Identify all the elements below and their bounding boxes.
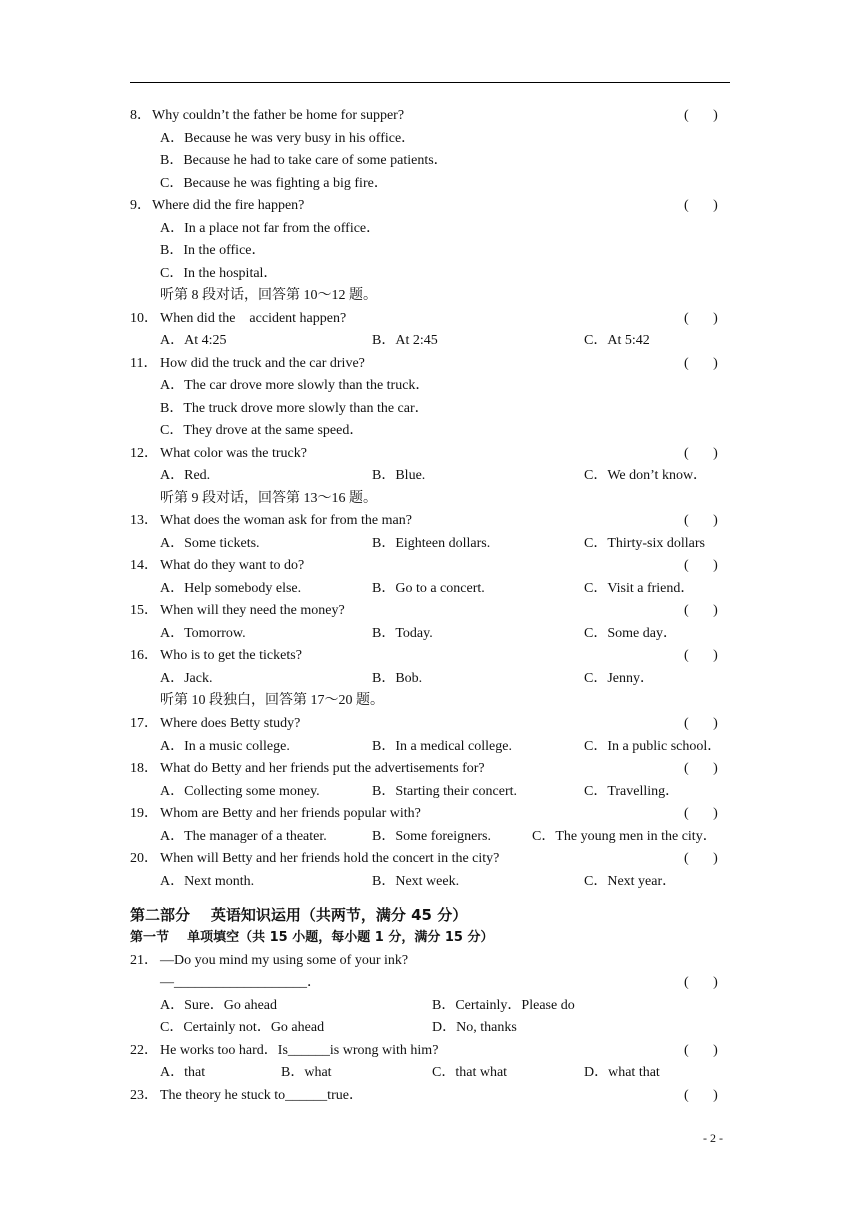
question-12-option-b: B．Blue.: [372, 468, 426, 483]
question-12-option-c: C．We don’t know．: [584, 468, 708, 483]
question-20-stem: When will Betty and her friends hold the concert in the city?: [160, 851, 500, 866]
question-10-stem: When did the accident happen?: [160, 311, 347, 326]
question-11-option-a: A．The car drove more slowly than the truck．: [160, 378, 430, 393]
question-20-answer-bracket: ( ): [684, 851, 718, 866]
question-22-option-a: A．that: [160, 1065, 206, 1080]
question-9-option-b: B．In the office．: [160, 243, 266, 258]
question-18-number: 18．: [130, 761, 158, 776]
question-21-blank: —___________________．: [160, 975, 321, 990]
question-14-option-a: A．Help somebody else.: [160, 581, 302, 596]
question-20-option-b: B．Next week.: [372, 874, 460, 889]
question-16-answer-bracket: ( ): [684, 648, 718, 663]
question-15-option-b: B．Today.: [372, 626, 433, 641]
instruction-dialogue-8: 听第 8 段对话，回答第 10～12 题。: [160, 288, 377, 303]
question-9-option-a: A．In a place not far from the office．: [160, 221, 381, 236]
question-19-number: 19．: [130, 806, 158, 821]
question-22-option-b: B．what: [281, 1065, 332, 1080]
question-18-stem: What do Betty and her friends put the advertisements for?: [160, 761, 485, 776]
question-10-option-b: B．At 2:45: [372, 333, 438, 348]
question-22-option-c: C．that what: [432, 1065, 508, 1080]
question-14-option-b: B．Go to a concert.: [372, 581, 485, 596]
question-19-option-b: B．Some foreigners.: [372, 829, 491, 844]
question-21-option-d: D．No, thanks: [432, 1020, 517, 1035]
question-8-option-b: B．Because he had to take care of some patients．: [160, 153, 448, 168]
question-22-number: 22．: [130, 1043, 158, 1058]
question-20-number: 20．: [130, 851, 158, 866]
question-10-number: 10．: [130, 311, 158, 326]
question-22-stem: He works too hard．Is______is wrong with him?: [160, 1043, 439, 1058]
question-18-answer-bracket: ( ): [684, 761, 718, 776]
question-17-number: 17．: [130, 716, 158, 731]
question-16-option-a: A．Jack.: [160, 671, 213, 686]
question-14-answer-bracket: ( ): [684, 558, 718, 573]
section-one-heading: 第一节 单项填空（共 15 小题，每小题 1 分，满分 15 分）: [130, 930, 494, 945]
question-13-option-a: A．Some tickets.: [160, 536, 260, 551]
question-10-option-a: A．At 4:25: [160, 333, 227, 348]
question-13-answer-bracket: ( ): [684, 513, 718, 528]
question-9-answer-bracket: ( ): [684, 198, 718, 213]
instruction-dialogue-9: 听第 9 段对话，回答第 13～16 题。: [160, 491, 377, 506]
instruction-monologue-10: 听第 10 段独白，回答第 17～20 题。: [160, 693, 384, 708]
question-11-answer-bracket: ( ): [684, 356, 718, 371]
question-11-stem: How did the truck and the car drive?: [160, 356, 365, 371]
question-15-stem: When will they need the money?: [160, 603, 345, 618]
question-16-option-b: B．Bob.: [372, 671, 423, 686]
question-11-option-c: C．They drove at the same speed．: [160, 423, 364, 438]
question-21-number: 21．: [130, 953, 158, 968]
question-10-answer-bracket: ( ): [684, 311, 718, 326]
question-16-option-c: C．Jenny．: [584, 671, 654, 686]
question-21-stem: —Do you mind my using some of your ink?: [160, 953, 409, 968]
question-11-option-b: B．The truck drove more slowly than the car．: [160, 401, 429, 416]
question-14-option-c: C．Visit a friend．: [584, 581, 695, 596]
question-22-option-d: D．what that: [584, 1065, 660, 1080]
question-12-number: 12．: [130, 446, 158, 461]
question-18-option-a: A．Collecting some money.: [160, 784, 320, 799]
question-17-option-c: C．In a public school．: [584, 739, 722, 754]
question-9-option-c: C．In the hospital．: [160, 266, 278, 281]
question-15-option-c: C．Some day．: [584, 626, 677, 641]
question-23-answer-bracket: ( ): [684, 1088, 718, 1103]
question-11-number: 11．: [130, 356, 158, 371]
question-22-answer-bracket: ( ): [684, 1043, 718, 1058]
question-13-option-c: C．Thirty-six dollars: [584, 536, 705, 551]
question-8-option-c: C．Because he was fighting a big fire．: [160, 176, 388, 191]
question-23-stem: The theory he stuck to______true．: [160, 1088, 363, 1103]
question-13-number: 13．: [130, 513, 158, 528]
page-number: - 2 -: [703, 1131, 723, 1145]
question-8-number: 8．: [130, 108, 151, 123]
question-9-stem: Where did the fire happen?: [152, 198, 305, 213]
question-20-option-c: C．Next year．: [584, 874, 677, 889]
question-14-number: 14．: [130, 558, 158, 573]
question-19-answer-bracket: ( ): [684, 806, 718, 821]
question-17-option-b: B．In a medical college.: [372, 739, 512, 754]
question-8-answer-bracket: ( ): [684, 108, 718, 123]
question-14-stem: What do they want to do?: [160, 558, 305, 573]
question-21-option-b: B．Certainly．Please do: [432, 998, 575, 1013]
question-18-option-c: C．Travelling．: [584, 784, 680, 799]
question-17-answer-bracket: ( ): [684, 716, 718, 731]
header-rule: [130, 82, 730, 83]
question-10-option-c: C．At 5:42: [584, 333, 650, 348]
question-17-option-a: A．In a music college.: [160, 739, 290, 754]
question-15-option-a: A．Tomorrow.: [160, 626, 246, 641]
question-8-stem: Why couldn’t the father be home for supper?: [152, 108, 405, 123]
question-12-answer-bracket: ( ): [684, 446, 718, 461]
question-21-option-a: A．Sure．Go ahead: [160, 998, 278, 1013]
question-19-option-a: A．The manager of a theater.: [160, 829, 327, 844]
question-13-stem: What does the woman ask for from the man?: [160, 513, 412, 528]
question-8-option-a: A．Because he was very busy in his office．: [160, 131, 416, 146]
question-12-stem: What color was the truck?: [160, 446, 307, 461]
question-16-number: 16．: [130, 648, 158, 663]
question-20-option-a: A．Next month.: [160, 874, 255, 889]
question-15-answer-bracket: ( ): [684, 603, 718, 618]
question-19-option-c: C．The young men in the city．: [532, 829, 717, 844]
question-9-number: 9．: [130, 198, 151, 213]
question-12-option-a: A．Red.: [160, 468, 211, 483]
question-13-option-b: B．Eighteen dollars.: [372, 536, 491, 551]
question-21-answer-bracket: ( ): [684, 975, 718, 990]
question-15-number: 15．: [130, 603, 158, 618]
question-21-option-c: C．Certainly not．Go ahead: [160, 1020, 325, 1035]
question-18-option-b: B．Starting their concert.: [372, 784, 518, 799]
question-17-stem: Where does Betty study?: [160, 716, 301, 731]
question-23-number: 23．: [130, 1088, 158, 1103]
part-two-heading: 第二部分 英语知识运用（共两节，满分 45 分）: [130, 906, 468, 924]
question-16-stem: Who is to get the tickets?: [160, 648, 302, 663]
question-19-stem: Whom are Betty and her friends popular with?: [160, 806, 421, 821]
